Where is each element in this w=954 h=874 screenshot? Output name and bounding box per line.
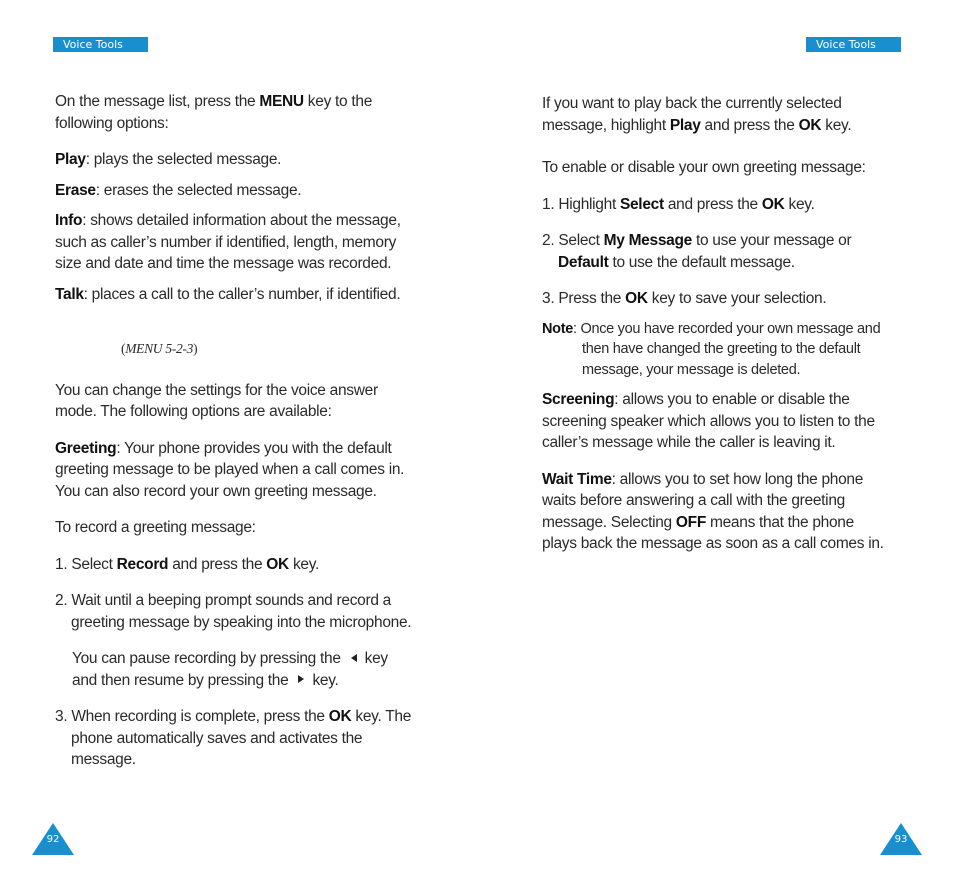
option-erase: Erase: erases the selected message.	[55, 181, 302, 199]
pause-note: You can pause recording by pressing the key and then resume by pressing the key.	[72, 650, 388, 689]
option-play: Play: plays the selected message.	[55, 151, 282, 168]
step-2: 2. Wait until a beeping prompt sounds and record a greeting message by speaking into the microphone.	[55, 592, 412, 631]
right-arrow-icon	[298, 675, 304, 683]
right-column	[542, 93, 892, 555]
option-info: Info: shows detailed information about the message, such as caller’s number if identified, length, memory size and date and time the message was recorded.	[55, 212, 401, 272]
record-intro: To record a greeting message:	[55, 519, 256, 536]
section-tab-right: Voice Tools	[806, 37, 901, 52]
step-1: 1. Select Record and press the OK key.	[55, 555, 320, 573]
option-wait-time: Wait Time: allows you to set how long the phone waits before answering a call with the greeting message. Selecting OFF means that the phone plays back the message as soon as a call comes in.	[542, 470, 884, 552]
page-number-left-label: 92	[46, 834, 60, 845]
section-tab-left: Voice Tools	[53, 37, 148, 52]
option-greeting: Greeting: Your phone provides you with the default greeting message to be played when a call comes in. You can also record your own greeting message.	[55, 439, 405, 500]
enable-intro: To enable or disable your own greeting message:	[542, 159, 866, 176]
menu-reference: (MENU 5-2-3)	[121, 341, 198, 356]
right-step-1: 1. Highlight Select and press the OK key.	[542, 195, 815, 213]
page-number-right-label: 93	[894, 834, 908, 845]
playback-paragraph: If you want to play back the currently selected message, highlight Play and press the OK key.	[542, 95, 852, 134]
page-number-left	[31, 822, 75, 856]
right-step-3: 3. Press the OK key to save your selection.	[542, 290, 827, 307]
step-3: 3. When recording is complete, press the OK key. The phone automatically saves and activates the message.	[55, 708, 412, 768]
settings-intro: You can change the settings for the voice answer mode. The following options are available:	[55, 381, 378, 420]
option-screening: Screening: allows you to enable or disable the screening speaker which allows you to listen to the caller’s message while the caller is leaving it.	[542, 391, 875, 451]
page-number-right	[879, 822, 923, 856]
option-talk: Talk: places a call to the caller’s number, if identified.	[55, 285, 401, 303]
left-arrow-icon	[351, 654, 357, 662]
right-step-2: 2. Select My Message to use your message or Default to use the default message.	[542, 232, 852, 271]
intro-paragraph: On the message list, press the MENU key to the following options:	[55, 93, 373, 132]
note: Note: Once you have recorded your own message and then have changed the greeting to the default message, your message is deleted.	[542, 320, 881, 378]
left-column	[55, 91, 415, 771]
